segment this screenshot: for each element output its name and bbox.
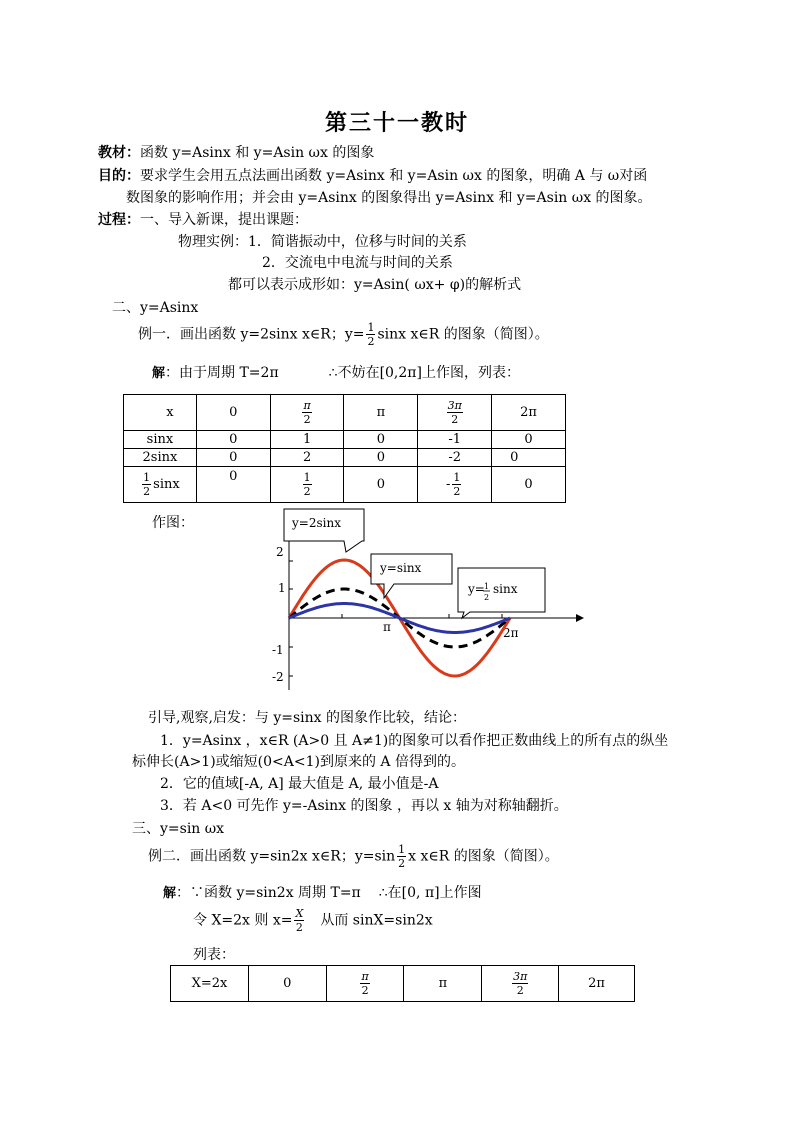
physics-example-1: 物理实例：1．简谐振动中，位移与时间的关系 bbox=[178, 234, 467, 250]
process-label: 过程： bbox=[98, 212, 140, 228]
solution2-text-a: ：∵函数 y=sin2x 周期 T=π bbox=[176, 885, 361, 901]
table-cell: 1 bbox=[270, 431, 344, 449]
callout-label-b: sinx bbox=[493, 582, 518, 596]
fraction-denominator: 2 bbox=[303, 413, 311, 426]
example1-text-a: 例一．画出函数 y=2sinx x∈R；y= bbox=[138, 326, 365, 343]
callout-label-a: y= bbox=[468, 582, 485, 596]
process-summary: 都可以表示成形如：y=Asin( ωx+ φ)的解析式 bbox=[228, 277, 522, 293]
table-cell: 0 bbox=[196, 449, 270, 467]
row-label: 2sinx bbox=[124, 449, 197, 467]
draw-label: 作图： bbox=[152, 515, 194, 531]
example2-text-b: x x∈R 的图象（简图）。 bbox=[408, 848, 559, 865]
fraction-numerator: X bbox=[295, 907, 304, 920]
substitution-text-a: 令 X=2x 则 x= bbox=[193, 912, 293, 929]
table-cell bbox=[326, 966, 404, 1002]
x-axis-arrow bbox=[576, 614, 584, 622]
minus-sign: - bbox=[445, 477, 451, 492]
callout-label: y=2sinx bbox=[292, 516, 341, 530]
solution1-text-a: ：由于周期 T=2π bbox=[165, 365, 279, 381]
fraction-numerator: 1 bbox=[143, 471, 151, 484]
table-cell: 0 bbox=[492, 431, 566, 449]
x-tick-label-pi: π bbox=[383, 620, 391, 634]
table-cell: -2 bbox=[418, 449, 492, 467]
values-table-2 bbox=[170, 965, 635, 1002]
table-cell: 0 bbox=[344, 449, 418, 467]
substitution-fraction bbox=[294, 908, 304, 933]
fraction-numerator: π bbox=[361, 970, 369, 983]
substitution-text-b: 从而 sinX=sin2x bbox=[320, 912, 433, 929]
callout-frac-d: 2 bbox=[484, 593, 490, 602]
conclusion-3: 3．若 A<0 可先作 y=-Asinx 的图象 ，再以 x 轴为对称轴翻折。 bbox=[160, 798, 568, 814]
goal-line-2: 数图象的影响作用；并会由 y=Asinx 的图象得出 y=Asinx 和 y=Asin ωx 的图象。 bbox=[126, 190, 652, 206]
table-cell: 0 bbox=[492, 449, 566, 467]
callout-frac-n: 1 bbox=[484, 582, 490, 591]
table-cell: 2π bbox=[492, 395, 566, 431]
section3-heading: 三、y=sin ωx bbox=[132, 821, 225, 837]
table-cell: 2π bbox=[559, 966, 635, 1002]
y-tick-label-1: 1 bbox=[278, 581, 286, 595]
goal-label: 目的： bbox=[98, 168, 140, 184]
table-cell: 0 bbox=[492, 467, 566, 503]
example2-text-a: 例二．画出函数 y=sin2x x∈R；y=sin bbox=[148, 848, 396, 865]
fraction-denominator: 2 bbox=[367, 335, 375, 348]
physics-example-2: 2．交流电中电流与时间的关系 bbox=[262, 255, 453, 271]
table-cell: π bbox=[344, 395, 418, 431]
section2-heading: 二、y=Asinx bbox=[112, 300, 199, 316]
fraction-numerator: 1 bbox=[367, 321, 375, 334]
y-tick-label-neg1: -1 bbox=[272, 643, 284, 657]
table-cell: 0 bbox=[344, 431, 418, 449]
table-cell: 0 bbox=[196, 467, 270, 503]
callout-half-sinx bbox=[458, 568, 545, 618]
fraction-denominator: 2 bbox=[361, 984, 369, 997]
fraction-denominator: 2 bbox=[143, 485, 151, 498]
solution2-text-b: ∴在[0, π]上作图 bbox=[378, 885, 482, 901]
table-cell: X=2x bbox=[171, 966, 249, 1002]
table-cell: -1 bbox=[418, 431, 492, 449]
y-tick-label-2: 2 bbox=[276, 545, 284, 559]
y-tick-label-neg2: -2 bbox=[272, 670, 284, 684]
header-x: x bbox=[166, 405, 174, 420]
table-cell: 0 bbox=[196, 395, 270, 431]
fraction-denominator: 2 bbox=[516, 984, 524, 997]
row-label: sinx bbox=[124, 431, 197, 449]
fraction-numerator: 3π bbox=[447, 399, 462, 412]
list-label: 列表： bbox=[193, 947, 235, 963]
callout-label: y=sinx bbox=[380, 561, 422, 575]
table-cell: 0 bbox=[248, 966, 326, 1002]
conclusion-1b: 标伸长(A>1)或缩短(0<A<1)到原来的 A 倍得到的。 bbox=[132, 754, 465, 770]
fraction-numerator: 1 bbox=[453, 471, 461, 484]
frac-3pi-2 bbox=[512, 971, 528, 996]
fraction-denominator: 2 bbox=[295, 921, 303, 934]
example1-text-b: sinx x∈R 的图象（简图）。 bbox=[377, 326, 549, 343]
conclusion-2: 2．它的值域[-A, A] 最大值是 A, 最小值是-A bbox=[160, 776, 439, 792]
fraction-numerator: 1 bbox=[303, 471, 311, 484]
table-cell: 2 bbox=[270, 449, 344, 467]
conclusion-1a: 1．y=Asinx ，x∈R (A>0 且 A≠1)的图象可以看作把正数曲线上的所有点的纵坐 bbox=[160, 733, 669, 749]
fraction-numerator: π bbox=[303, 399, 311, 412]
fraction-denominator: 2 bbox=[303, 485, 311, 498]
table-cell: 0 bbox=[196, 431, 270, 449]
fraction-numerator: 3π bbox=[513, 970, 528, 983]
fraction-numerator: 1 bbox=[398, 843, 406, 856]
table-cell: 0 bbox=[344, 467, 418, 503]
table-header-row bbox=[171, 966, 635, 1002]
solution1-text-b: ∴不妨在[0,2π]上作图，列表： bbox=[328, 365, 520, 381]
fraction-denominator: 2 bbox=[398, 857, 406, 870]
goal-text-1: 要求学生会用五点法画出函数 y=Asinx 和 y=Asin ωx 的图象，明确 A 与 ω对函 bbox=[140, 168, 648, 184]
solution-label: 解 bbox=[163, 886, 177, 901]
solution-label: 解 bbox=[152, 366, 166, 381]
table-cell bbox=[482, 966, 559, 1002]
example2-line bbox=[148, 844, 559, 869]
fraction-denominator: 2 bbox=[451, 413, 459, 426]
material-text: 函数 y=Asinx 和 y=Asin ωx 的图象 bbox=[140, 145, 375, 161]
frac-pi-2 bbox=[360, 971, 369, 996]
x-tick-label-2pi: 2π bbox=[503, 626, 519, 640]
page-title: 第三十一教时 bbox=[324, 110, 469, 136]
table-cell: π bbox=[404, 966, 482, 1002]
callout-2sinx bbox=[284, 509, 364, 552]
process-intro: 一、导入新课，提出课题： bbox=[140, 212, 308, 228]
fraction-denominator: 2 bbox=[453, 485, 461, 498]
material-label: 教材： bbox=[98, 145, 140, 161]
conclusion-intro: 引导,观察,启发：与 y=sinx 的图象作比较，结论： bbox=[148, 710, 467, 726]
substitution-line bbox=[193, 908, 433, 933]
row-label-tail: sinx bbox=[153, 477, 180, 492]
example2-fraction bbox=[397, 844, 406, 869]
solution2-line bbox=[163, 882, 482, 902]
